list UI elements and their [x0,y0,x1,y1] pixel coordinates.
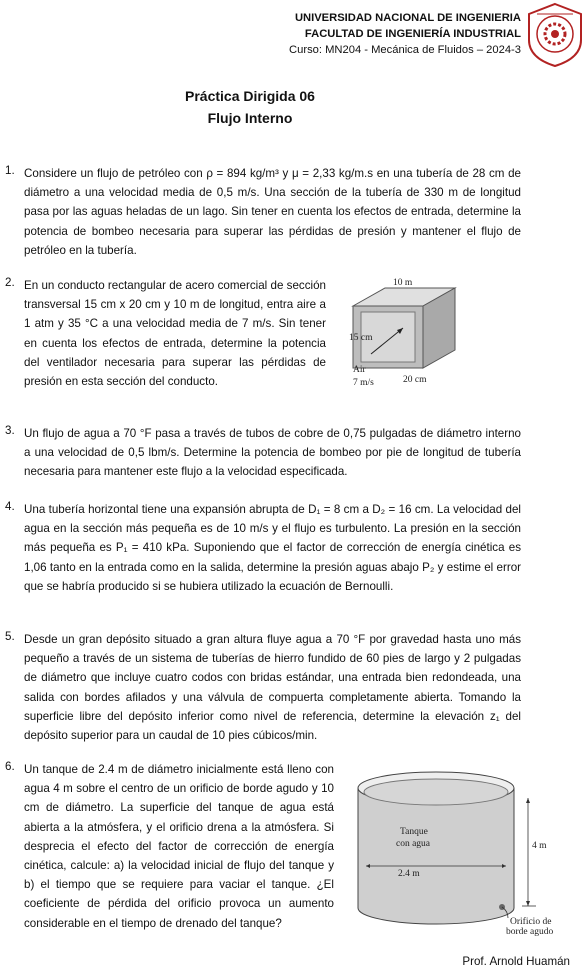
question-2-number: 2. [5,276,15,289]
university-seal-logo [527,2,584,68]
question-5-text: Desde un gran depósito situado a gran altura fluye agua a 70 °F por gravedad hasta uno más pequeño a través de un sistema de tuberías de hierro fundido de 60 pies de largo y 2 pulgadas de diámetro que incluye cuatro codos con bridas estándar, una entrada bien redondeada, una salida con bordes afilados y una válvula de compuerta completamente abierta. Tomando la superficie libre del depósito inferior como nivel de referencia, determine la elevación z₁ del depósito superior para un caudal de 10 pies cúbicos/min. [24,633,521,743]
page-subtitle: Flujo Interno [207,110,293,126]
tank-diameter-label: 2.4 m [398,869,420,879]
faculty-name: FACULTAD DE INGENIERÍA INDUSTRIAL [304,28,521,40]
question-1-number: 1. [5,164,15,177]
question-6-text: Un tanque de 2.4 m de diámetro inicialmente está lleno con agua 4 m sobre el centro de un orificio de borde agudo y 10 cm de diámetro. La superficie del tanque de agua está abierta a la atmósfera, y el orificio drena a la atmósfera. Si desprecia el efecto del factor de corrección de energía cinética, calcule: a) la velocidad inicial de flujo del tanque y b) el tiempo que se requiere para vaciar el tanque. ¿El coeficiente de pérdida del orificio provoca un aumento considerable en el tiempo de drenado del tanque? [24,763,334,930]
question-3-number: 3. [5,424,15,437]
duct-air-label: Air [353,365,366,375]
orifice-label-line1: Orificio de [510,917,552,927]
author-signature: Prof. Arnold Huamán [462,955,570,968]
duct-figure [345,278,465,390]
university-name: UNIVERSIDAD NACIONAL DE INGENIERIA [294,12,521,24]
question-1-text: Considere un flujo de petróleo con ρ = 894 kg/m³ y μ = 2,33 kg/m.s en una tubería de 28 cm de diámetro a una velocidad media de 0,5 m/s. Una sección de la tubería de 330 m de longitud pasa por las aguas heladas de un lago. Sin tener en cuenta los efectos de entrada, determine la potencia de bombeo necesaria para superar las pérdidas de presión y mantener el flujo de petróleo en la tubería. [24,167,521,257]
tank-height-label: 4 m [532,841,547,851]
tank-figure [350,768,560,936]
course-name: Curso: MN204 - Mecánica de Fluidos – 2024-3 [289,44,521,56]
question-5-number: 5. [5,630,15,643]
orifice-label-line2: borde agudo [506,927,554,936]
question-3-text: Un flujo de agua a 70 °F pasa a través de tubos de cobre de 0,75 pulgadas de diámetro interno a una velocidad de 0,5 lbm/s. Determine la potencia de bombeo por pie de longitud de tubería necesaria para mantener este flujo a la velocidad especificada. [24,427,521,479]
question-4-text: Una tubería horizontal tiene una expansión abrupta de D₁ = 8 cm a D₂ = 16 cm. La velocidad del agua en la sección más pequeña es de 10 m/s y el flujo es turbulento. La presión en la sección más pequeña es P₁ = 410 kPa. Suponiendo que el factor de corrección de energía cinética es 1,06 tanto en la entrada como en la salida, determine la presión aguas abajo P₂ y estime el error que se habría producido si se hubiera utilizado la ecuación de Bernoulli. [24,503,521,593]
header-block [289,10,521,58]
duct-speed-label: 7 m/s [353,378,374,388]
duct-width-label: 20 cm [403,375,427,385]
question-6-number: 6. [5,760,15,773]
question-4-number: 4. [5,500,15,513]
tank-label-line1: Tanque [400,827,428,837]
duct-height-label: 15 cm [349,333,373,343]
page-title: Práctica Dirigida 06 [185,88,315,104]
tank-label-line2: con agua [396,839,431,849]
question-2-text: En un conducto rectangular de acero comercial de sección transversal 15 cm x 20 cm y 10 m de longitud, entra aire a 1 atm y 35 °C a una velocidad media de 7 m/s. Sin tener en cuenta los efectos de entrada, determine la potencia del ventilador necesaria para superar las pérdidas de presión en esta sección del conducto. [24,279,326,389]
duct-length-label: 10 m [393,278,413,288]
